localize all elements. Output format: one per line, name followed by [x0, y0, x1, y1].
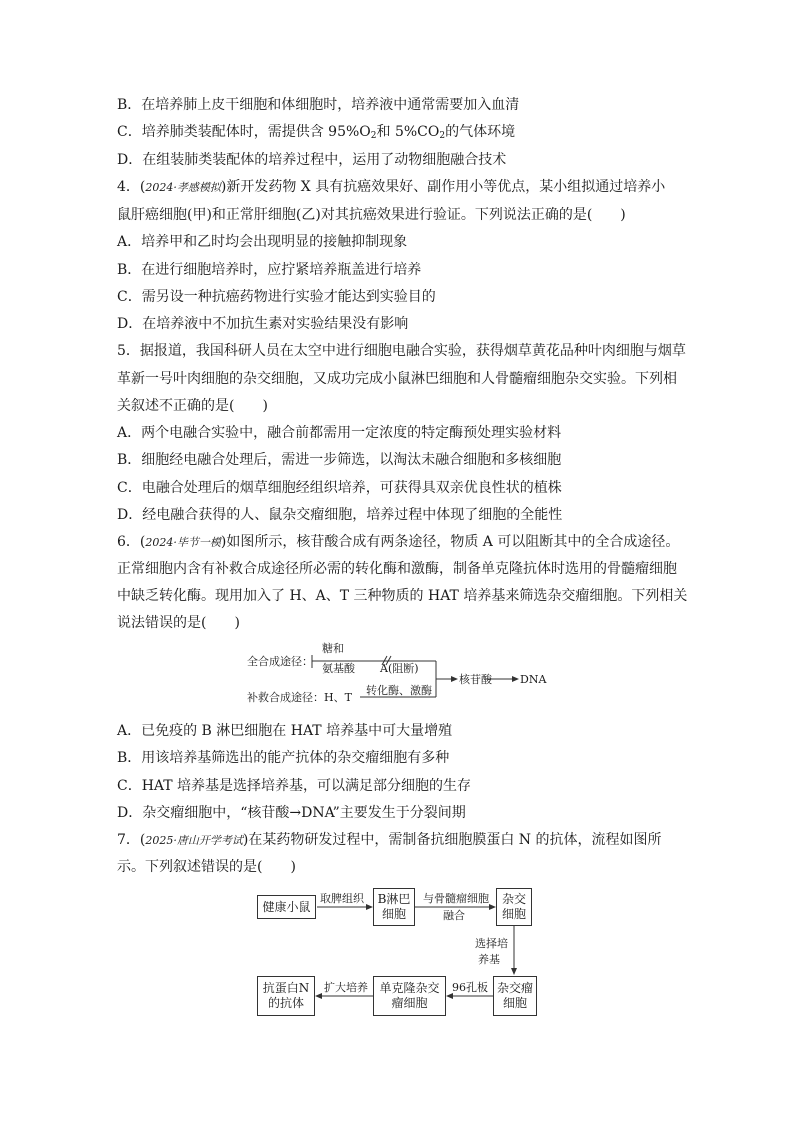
q4-source: 2024·孝感模拟 [145, 181, 221, 194]
q4-option-d: D．在培养液中不加抗生素对实验结果没有影响 [117, 316, 409, 332]
selective-medium-label-2: 养基 [478, 953, 500, 966]
hybridoma-box: 杂交瘤 细胞 [493, 976, 537, 1016]
nucleotide-label: 核苷酸 [459, 673, 492, 686]
q7-source: 2025·唐山开学考试 [145, 834, 243, 847]
q6-option-a: A．已免疫的 B 淋巴细胞在 HAT 培养基中可大量增殖 [117, 723, 453, 739]
q6-source: 2024·毕节一模 [145, 536, 221, 549]
full-synthesis-label: 全合成途径： [247, 655, 313, 668]
q5-option-c: C．电融合处理后的烟草细胞经组织培养，可获得具双亲优良性状的植株 [117, 480, 562, 496]
monoclonal-hybridoma-box: 单克隆杂交 瘤细胞 [373, 976, 446, 1016]
anti-protein-n-antibody-box: 抗蛋白N 的抗体 [257, 976, 315, 1016]
q6-stem-line4: 说法错误的是( ) [117, 615, 240, 631]
q5-stem-line2: 革新一号叶肉细胞的杂交细胞，又成功完成小鼠淋巴细胞和人骨髓瘤细胞杂交实验。下列相 [117, 371, 677, 387]
plate-96-label: 96孔板 [452, 981, 488, 994]
q5-stem-line1: 5．据报道，我国科研人员在太空中进行细胞电融合实验，获得烟草黄花品种叶肉细胞与烟草 [117, 343, 686, 359]
q5-option-a: A．两个电融合实验中，融合前都需用一定浓度的特定酶预处理实验材料 [117, 425, 562, 441]
q6-stem-line2: 正常细胞内含有补救合成途径所必需的转化酶和激酶，制备单克隆抗体时选用的骨髓瘤细胞 [117, 561, 677, 577]
q3-option-c: C．培养肺类装配体时，需提供含 $95\%O_2$和 $5\%CO_2$的气体环境 [117, 124, 516, 141]
q5-option-b: B．细胞经电融合处理后，需进一步筛选，以淘汰未融合细胞和多核细胞 [117, 452, 562, 468]
fusion-label-2: 融合 [443, 909, 465, 922]
sugar-label: 糖和 [322, 642, 344, 655]
q5-stem-line3: 关叙述不正确的是( ) [117, 398, 268, 414]
expand-culture-label: 扩大培养 [324, 981, 368, 994]
q4-stem-line2: 鼠肝癌细胞(甲)和正常肝细胞(乙)对其抗癌效果进行验证。下列说法正确的是( ) [117, 207, 626, 223]
enzymes-label: 转化酶、激酶 [366, 684, 432, 697]
spleen-label: 取脾组织 [320, 892, 364, 905]
hybrid-cell-box: 杂交 细胞 [496, 888, 532, 926]
q4-option-c: C．需另设一种抗癌药物进行实验才能达到实验目的 [117, 289, 436, 305]
q6-option-d: D．杂交瘤细胞中，“核苷酸→DNA”主要发生于分裂间期 [117, 805, 466, 821]
q4-option-a: A．培养甲和乙时均会出现明显的接触抑制现象 [117, 234, 408, 250]
dna-label: DNA [520, 673, 547, 686]
q6-stem-line1: 6．(2024·毕节一模)如图所示，核苷酸合成有两条途径，物质 A 可以阻断其中的全合成途径。 [117, 534, 680, 550]
q6-stem-line3: 中缺乏转化酶。现用加入了 H、A、T 三种物质的 HAT 培养基来筛选杂交瘤细胞。下列相关 [117, 588, 688, 604]
block-a-label: A(阻断) [380, 662, 419, 675]
q3-option-d: D．在组装肺类装配体的培养过程中，运用了动物细胞融合技术 [117, 152, 507, 168]
q7-stem-line1: 7．(2025·唐山开学考试)在某药物研发过程中，需制备抗细胞膜蛋白 N 的抗体，流程如图所 [117, 832, 662, 848]
b-lymphocyte-box: B淋巴 细胞 [373, 888, 415, 926]
q6-option-b: B．用该培养基筛选出的能产抗体的杂交瘤细胞有多种 [117, 750, 450, 766]
selective-medium-label-1: 选择培 [475, 937, 508, 950]
fusion-label-1: 与骨髓瘤细胞 [423, 892, 489, 905]
q6-option-c: C．HAT 培养基是选择培养基，可以满足部分细胞的生存 [117, 778, 472, 794]
q4-stem-line1: 4．(2024·孝感模拟)新开发药物 X 具有抗癌效果好、副作用小等优点，某小组拟通过培养小 [117, 179, 666, 195]
q3-option-b: B．在培养肺上皮干细胞和体细胞时，培养液中通常需要加入血清 [117, 97, 520, 113]
amino-acid-label: 氨基酸 [322, 662, 355, 675]
q5-option-d: D．经电融合获得的人、鼠杂交瘤细胞，培养过程中体现了细胞的全能性 [117, 507, 563, 523]
salvage-path-label: 补救合成途径：H、T [247, 691, 352, 704]
q4-option-b: B．在进行细胞培养时，应拧紧培养瓶盖进行培养 [117, 262, 422, 278]
q7-stem-line2: 示。下列叙述错误的是( ) [117, 859, 296, 875]
healthy-mouse-box: 健康小鼠 [257, 895, 316, 919]
